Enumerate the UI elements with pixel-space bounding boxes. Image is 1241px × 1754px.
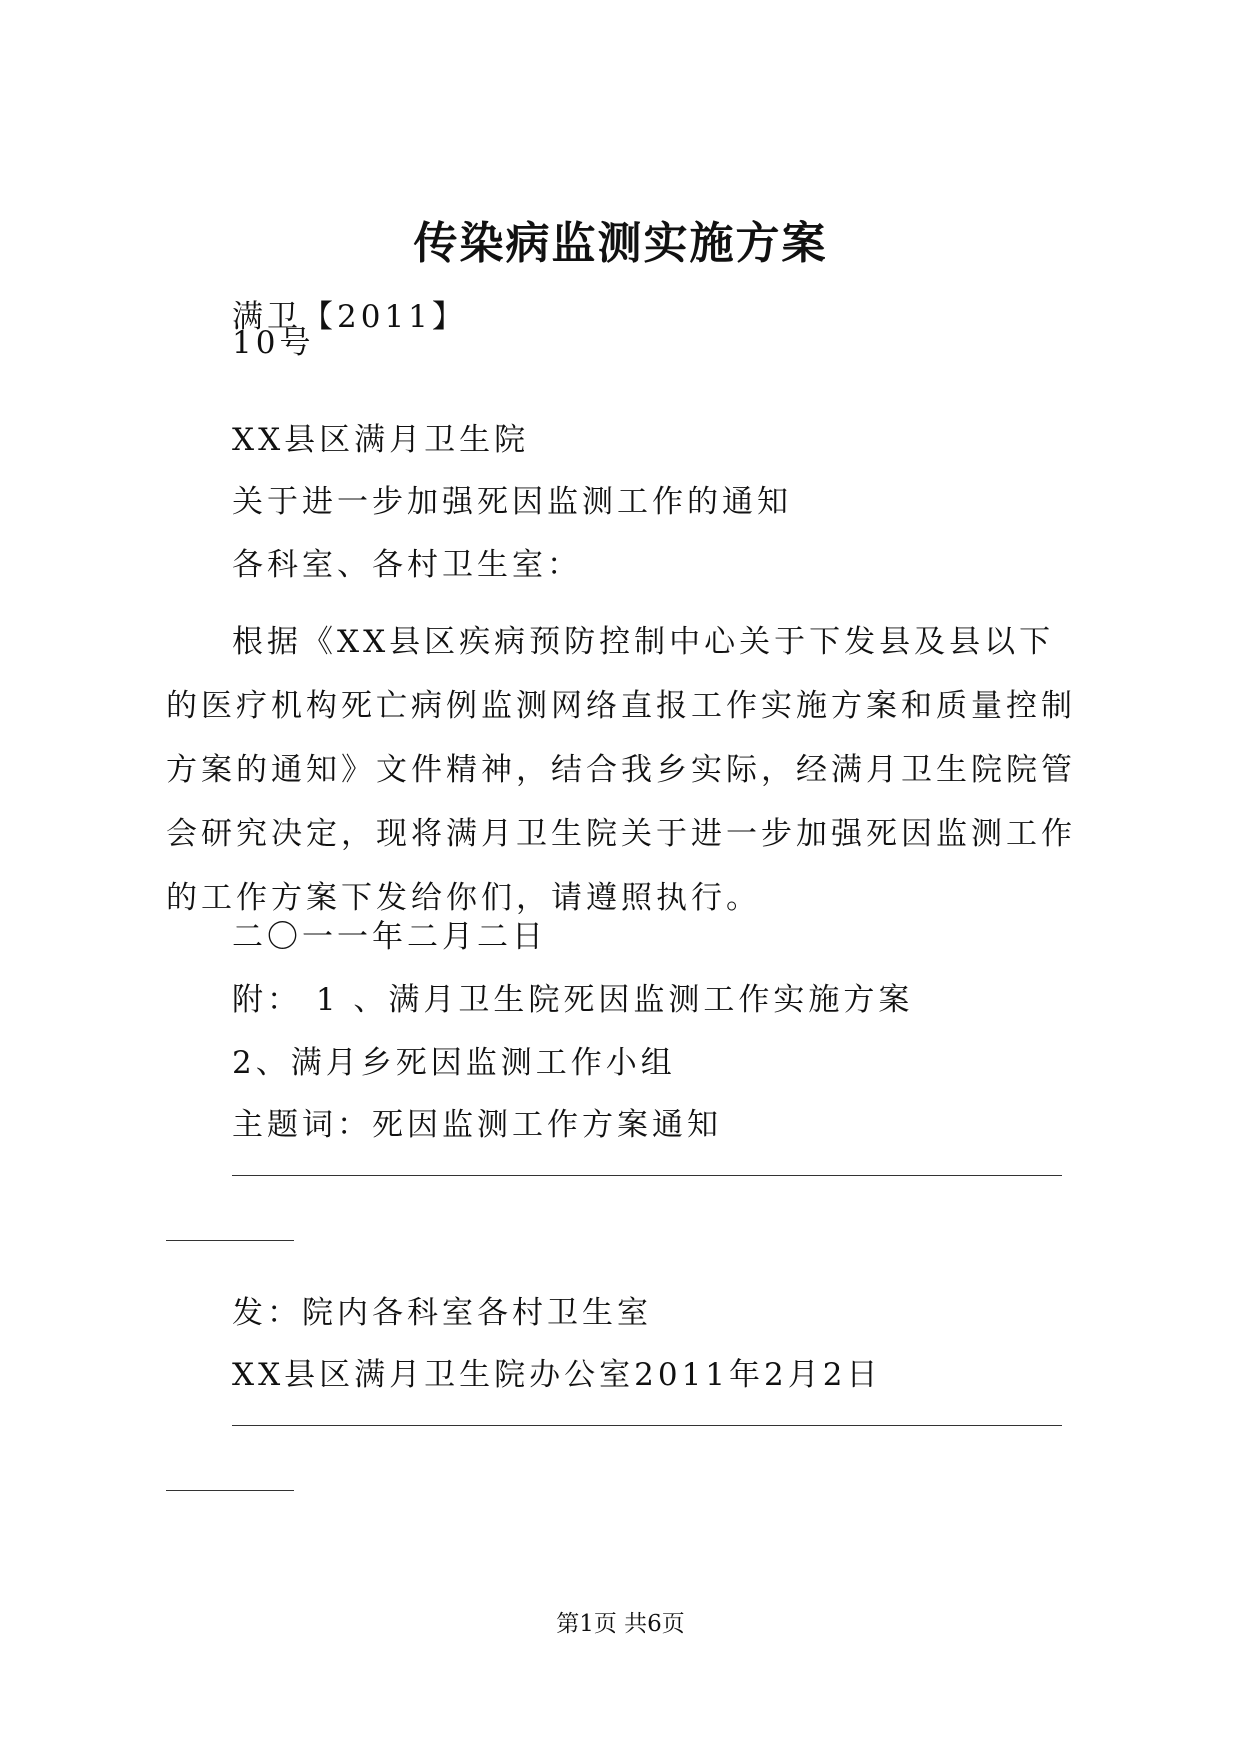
document-title: 传染病监测实施方案: [413, 218, 828, 269]
doc-number-line2: 10号: [232, 325, 315, 361]
issuer-name: XX县区满月卫生院: [232, 422, 530, 458]
distribution-line: 发：院内各科室各村卫生室: [232, 1295, 652, 1331]
notice-subject: 关于进一步加强死因监测工作的通知: [232, 484, 792, 520]
separator-rule-2-continued: [166, 1490, 294, 1491]
attachment-item-2: 2、满月乡死因监测工作小组: [232, 1045, 676, 1081]
attachment-item-1: 附： 1 、满月卫生院死因监测工作实施方案: [232, 982, 914, 1018]
salutation: 各科室、各村卫生室：: [232, 547, 582, 583]
issuing-office-line: XX县区满月卫生院办公室2011年2月2日: [232, 1357, 882, 1393]
separator-rule-1: [232, 1175, 1062, 1176]
document-date: 二〇一一年二月二日: [232, 919, 547, 955]
separator-rule-2: [232, 1425, 1062, 1426]
body-paragraph: 根据《XX县区疾病预防控制中心关于下发县及县以下的医疗机构死亡病例监测网络直报工作实施方案和质量控制方案的通知》文件精神，结合我乡实际，经满月卫生院院管会研究决定，现将满月卫生院关于进一步加强死因监测工作的工作方案下发给你们，请遵照执行。: [166, 624, 1076, 916]
keywords-line: 主题词：死因监测工作方案通知: [232, 1107, 722, 1143]
doc-number-line1: 满卫【2011】: [232, 299, 467, 335]
page-indicator: 第1页 共6页: [556, 1611, 685, 1637]
separator-rule-1-continued: [166, 1240, 294, 1241]
